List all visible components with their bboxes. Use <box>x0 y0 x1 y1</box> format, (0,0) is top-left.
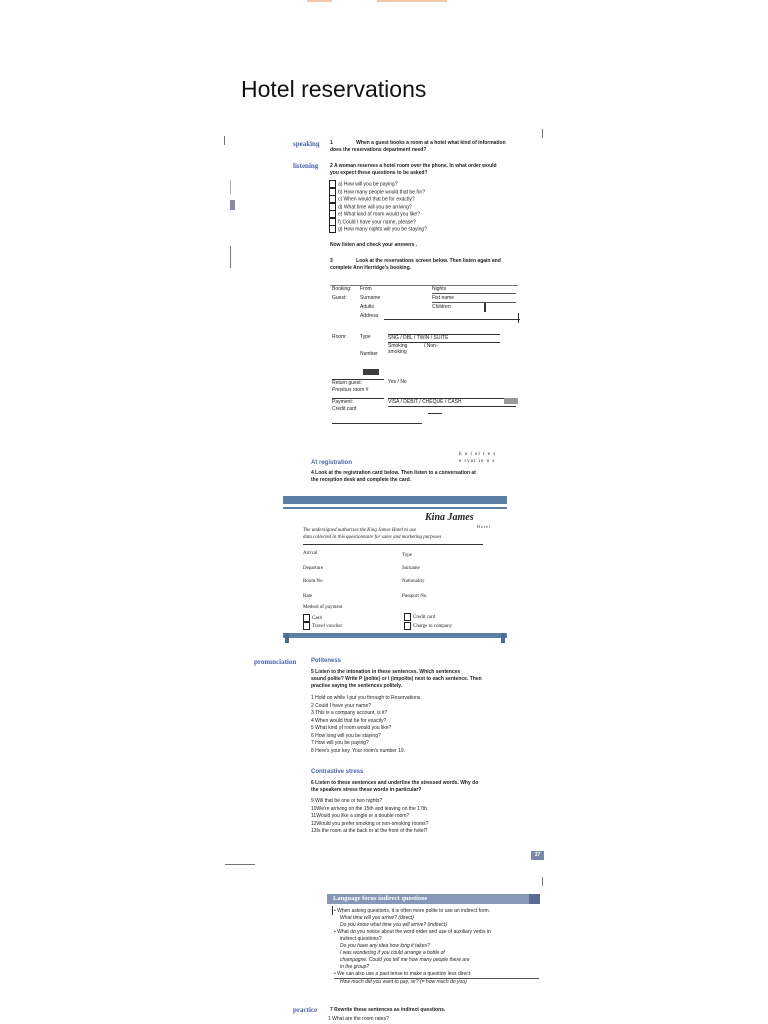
question-2-line: you expect these questions to be asked? <box>330 170 428 176</box>
politeness-heading: Politeness <box>311 658 342 664</box>
form-label: Children <box>432 304 451 310</box>
list-item: b) How many people would that be for? <box>329 188 529 196</box>
card-footer-band <box>285 633 289 643</box>
question-1 <box>330 140 530 154</box>
form-line <box>384 319 520 320</box>
form-line <box>332 423 422 424</box>
return-guest-options[interactable]: Yes / No <box>388 379 407 385</box>
header-tab <box>529 894 540 904</box>
margin-mark <box>225 864 255 865</box>
margin-mark <box>542 877 543 886</box>
form-label: Smoking <box>388 343 408 349</box>
form-label: Payment: <box>332 398 384 406</box>
field-nationality[interactable]: Nationality <box>402 579 425 584</box>
contrastive-items <box>311 798 521 836</box>
form-label: Address <box>360 313 379 319</box>
list-item: 11Would you like a single or a double room? <box>311 813 410 819</box>
margin-mark <box>332 906 333 915</box>
language-focus-title: Language focus indirect questions <box>333 895 428 902</box>
bullet-3: • We can also use a past tense to make a question less direct: <box>334 971 472 977</box>
registration-heading: At registration <box>311 460 353 466</box>
field-passport[interactable]: Passport No. <box>402 594 428 599</box>
form-line <box>518 313 519 323</box>
example: I was wondering if you could arrange a bottle of <box>340 950 445 956</box>
margin-mark <box>230 200 235 210</box>
side-text: e rvat io n s <box>459 459 496 464</box>
list-item: g) How many nights will you be staying? <box>329 225 529 233</box>
politeness-items <box>311 695 511 755</box>
field-room-no[interactable]: Room No <box>303 579 323 584</box>
checkbox[interactable] <box>404 613 411 621</box>
question-6 <box>311 780 516 794</box>
question-1-line: When a guest books a room at a hotel what kind of information <box>356 140 506 146</box>
side-text: h o t el r e s <box>459 452 497 457</box>
form-tab <box>504 398 518 404</box>
question-5-line: 5 Listen to the intonation in these sentences. Which sentences <box>311 669 461 675</box>
form-label: Room: <box>332 334 347 340</box>
answer-box[interactable] <box>329 225 336 233</box>
list-item: f) Could I have your name, please? <box>329 218 529 226</box>
payment-options[interactable]: VISA / DEBIT / CHEQUE / CASH <box>388 398 516 407</box>
practice-label: practice <box>293 1006 318 1014</box>
language-focus-body <box>334 908 539 986</box>
practice-item: 1 What are the room rates? <box>328 1016 389 1022</box>
list-item: 4 When would that be for exactly? <box>311 717 387 724</box>
form-label: Nights <box>432 286 516 294</box>
form-label: Fist name <box>432 295 516 303</box>
question-number: 3 <box>330 258 333 264</box>
question-6-line: the speakers stress these words in particular? <box>311 787 422 793</box>
margin-mark <box>230 180 235 194</box>
option-charge-company[interactable]: Charge to company <box>404 622 452 630</box>
listening-label: listening <box>293 162 319 170</box>
room-type-options[interactable]: SNG / DBL / TWIN / SUITE <box>388 334 500 343</box>
list-item: 12Would you prefer smoking or non-smoking rooms? <box>311 820 429 827</box>
form-label: / Non- <box>424 343 438 349</box>
reservations-form <box>328 283 520 428</box>
question-5-line: sound polite? Write P (polite) or I (impolite) next to each sentence. Then <box>311 676 482 682</box>
form-label: Guest: <box>332 295 347 301</box>
question-1-line: does the reservations department need? <box>330 147 427 153</box>
question-3-line: complete Ann Herridge's booking. <box>330 265 412 271</box>
check-answers: Now listen and check your answers . <box>330 242 418 248</box>
question-2 <box>330 163 530 177</box>
form-line <box>484 303 486 312</box>
contrastive-heading: Contrastive stress <box>311 769 364 775</box>
bullet-2: • What do you notice about the word order and use of auxiliary verbs in <box>334 929 491 935</box>
margin-mark <box>224 136 225 145</box>
page-title: Hotel reservations <box>241 76 427 102</box>
form-label: Type <box>360 334 371 340</box>
question-4 <box>311 470 511 484</box>
list-item: 7 How will you be paying? <box>311 740 369 746</box>
bullet-2-cont: indirect questions? <box>340 936 382 942</box>
question-5-line: practise saying the sentences politely. <box>311 683 403 689</box>
example: Do you know what time you will arrive? (indirect) <box>340 922 447 928</box>
bullet-1: • When asking questions, it is often more polite to use an indirect form. <box>334 908 490 914</box>
speaking-label: speaking <box>293 140 320 148</box>
form-label: Previous room # <box>332 387 369 393</box>
question-4-line: 4 Look at the registration card below. Then listen to a conversation at <box>311 470 476 476</box>
form-line <box>428 413 442 414</box>
registration-card <box>283 496 507 644</box>
list-item: 6 How long will you be staying? <box>311 732 381 739</box>
form-label: Return guest: <box>332 379 384 387</box>
margin-mark <box>542 129 543 138</box>
field-departure[interactable]: Departure <box>303 566 323 571</box>
card-footer-band <box>283 633 507 638</box>
question-5 <box>311 669 516 690</box>
example: What time will you arrive? (direct) <box>340 915 414 921</box>
list-item: 10We're arriving on the 15th and leaving on the 17th. <box>311 805 429 812</box>
list-item: 9 Will that be one or two nights? <box>311 798 383 804</box>
question-4-line: the reception desk and complete the card. <box>311 477 412 483</box>
listening-items <box>329 180 529 233</box>
question-3 <box>330 258 530 272</box>
example: How much did you want to pay, sir? (= how much do you) <box>334 978 539 986</box>
payment-method-label: Method of payment <box>303 605 343 610</box>
card-line <box>303 544 483 545</box>
card-header-band <box>283 496 507 504</box>
example: champagne. Could you tell me how many people there are <box>340 957 470 963</box>
checkbox[interactable] <box>404 622 411 630</box>
field-arrival[interactable]: Arrival <box>303 551 318 556</box>
example: in the group? <box>340 964 370 970</box>
checkbox[interactable] <box>303 614 310 622</box>
form-label: Adults <box>360 304 374 310</box>
list-item: c) When would that be for exactly? <box>329 195 529 203</box>
top-decor-bar <box>307 0 332 2</box>
disclaimer-line: data collected in this questionnaire for sales and marketing purposes <box>303 535 442 540</box>
top-decor-bar <box>377 0 447 2</box>
form-label: Number <box>360 351 378 357</box>
card-disclaimer <box>303 527 503 541</box>
hotel-logo-name: Kina James <box>425 512 474 523</box>
field-rate[interactable]: Rate <box>303 594 313 599</box>
margin-mark <box>230 246 237 268</box>
list-item: d) What time will you be arriving? <box>329 203 529 211</box>
card-header-band <box>283 507 507 509</box>
checkbox[interactable] <box>303 622 310 630</box>
option-cash[interactable]: Cash <box>303 614 322 622</box>
question-2-line: 2 A woman reserves a hotel room over the phone. In what order would <box>330 163 497 169</box>
form-label: From <box>360 286 372 292</box>
pronunciation-label: pronunciation <box>254 658 297 666</box>
question-6-line: 6 Listen to these sentences and underline the stressed words. Why do <box>311 780 479 786</box>
list-item: 5 What kind of room would you like? <box>311 725 392 731</box>
page-number: 37 <box>531 851 544 860</box>
example: Do you have any idea how long it takes? <box>340 943 430 949</box>
list-item: 2 Could I have your name? <box>311 702 372 709</box>
form-label: Surname <box>360 295 381 301</box>
form-label: smoking <box>388 349 407 355</box>
list-item: 3 This is a company account, is it? <box>311 710 388 716</box>
question-7: 7 Rewrite these sentences as indirect questions. <box>330 1007 446 1013</box>
question-number: 1 <box>330 140 333 146</box>
option-travel-voucher[interactable]: Travel voucher <box>303 622 342 630</box>
question-3-line: Look at the reservations screen below. Then listen again and <box>356 258 501 264</box>
list-item: a) How will you be paying? <box>329 180 529 188</box>
list-item: e) What kind of room would you like? <box>329 210 529 218</box>
hotel-logo-sub: Hotel <box>477 524 491 529</box>
redacted-block <box>363 369 379 375</box>
card-footer-band <box>501 633 505 643</box>
field-type[interactable]: Type <box>402 553 412 558</box>
disclaimer-line: The undersigned authorizes the King James Hotel to use <box>303 528 417 533</box>
list-item: 13Is the room at the back or at the front of the hotel? <box>311 828 428 834</box>
option-credit-card[interactable]: Credit card <box>404 613 435 621</box>
list-item: 8 Here's your key. Your room's number 19. <box>311 747 406 754</box>
form-label: Booking: <box>332 286 352 292</box>
list-item: 1 Hold on while I put you through to Reservations. <box>311 695 422 701</box>
form-label: Credit card <box>332 406 357 412</box>
field-surname[interactable]: Surname <box>402 566 420 571</box>
